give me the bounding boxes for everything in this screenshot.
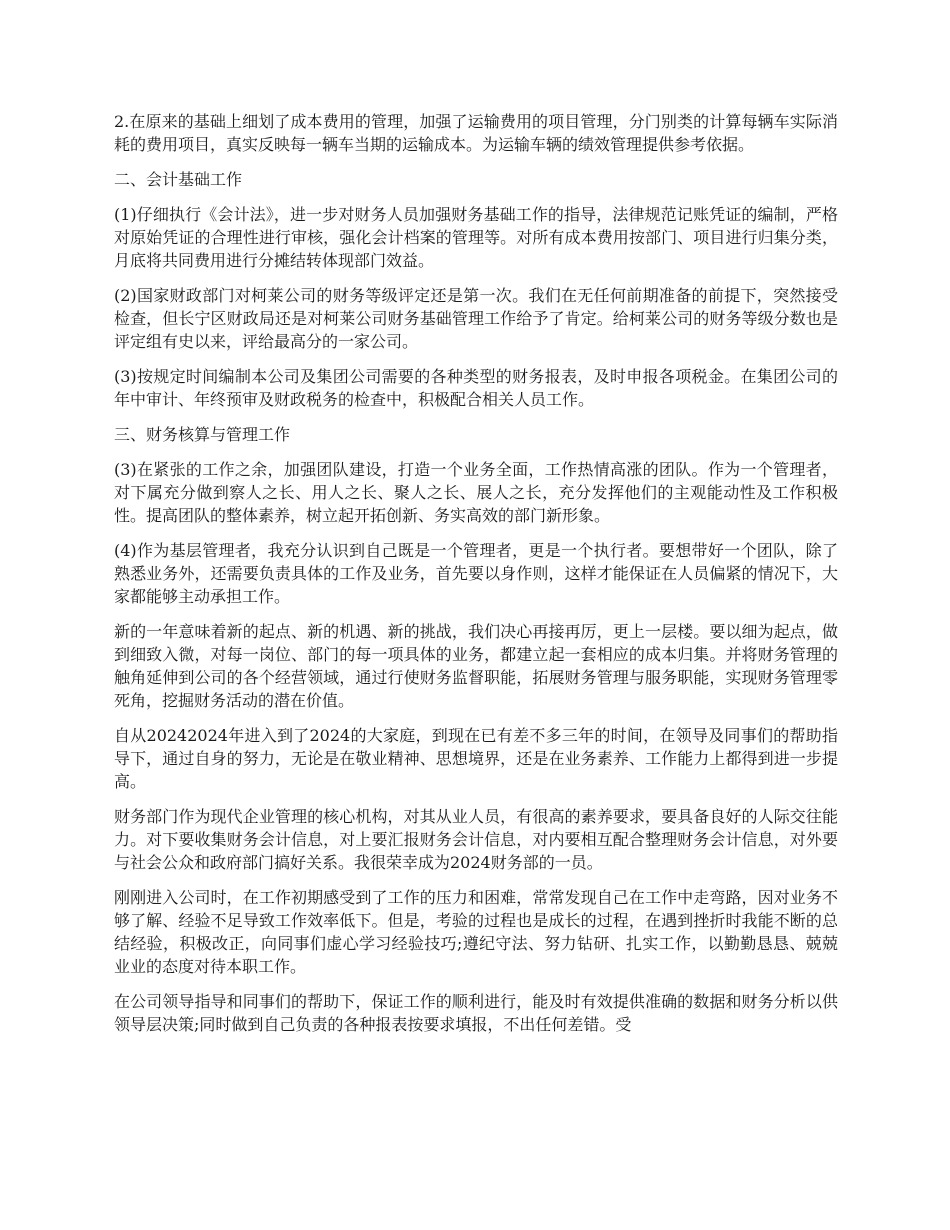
paragraph-cost-management: 2.在原来的基础上细划了成本费用的管理，加强了运输费用的项目管理，分门别类的计算每辆车实际消耗的费用项目，真实反映每一辆车当期的运输成本。为运输车辆的绩效管理提供参考依据。 <box>114 112 838 154</box>
section-heading-accounting-basics: 二、会计基础工作 <box>114 170 243 189</box>
paragraph-team-building: (3)在紧张的工作之余，加强团队建设，打造一个业务全面，工作热情高涨的团队。作为一个管理者，对下属充分做到察人之长、用人之长、聚人之长、展人之长，充分发挥他们的主观能动性及工作积极性。提高团队的整体素养，树立起开拓创新、务实高效的部门新形象。 <box>114 460 838 525</box>
paragraph-grassroots-manager: (4)作为基层管理者，我充分认识到自己既是一个管理者，更是一个执行者。要想带好一个团队，除了熟悉业务外，还需要负责具体的工作及业务，首先要以身作则，这样才能保证在人员偏紧的情况下，大家都能够主动承担工作。 <box>114 541 838 606</box>
paragraph-early-work: 刚刚进入公司时，在工作初期感受到了工作的压力和困难，常常发现自己在工作中走弯路，因对业务不够了解、经验不足导致工作效率低下。但是，考验的过程也是成长的过程，在遇到挫折时我能不断的总结经验，积极改正，向同事们虚心学习经验技巧;遵纪守法、努力钻研、扎实工作，以勤勤恳恳、兢兢业业的态度对待本职工作。 <box>114 888 838 976</box>
paragraph-finance-rating: (2)国家财政部门对柯莱公司的财务等级评定还是第一次。我们在无任何前期准备的前提下，突然接受检查，但长宁区财政局还是对柯莱公司财务基础管理工作给予了肯定。给柯莱公司的财务等级分数也是评定组有史以来，评给最高分的一家公司。 <box>114 286 838 351</box>
paragraph-financial-reports: (3)按规定时间编制本公司及集团公司需要的各种类型的财务报表，及时申报各项税金。在集团公司的年中审计、年终预审及财政税务的检查中，积极配合相关人员工作。 <box>114 367 838 409</box>
paragraph-leadership-guidance: 在公司领导指导和同事们的帮助下，保证工作的顺利进行，能及时有效提供准确的数据和财务分析以供领导层决策;同时做到自己负责的各种报表按要求填报，不出任何差错。受 <box>114 992 838 1034</box>
paragraph-joining-company: 自从20242024年进入到了2024的大家庭，到现在已有差不多三年的时间，在领导及同事们的帮助指导下，通过自身的努力，无论是在敬业精神、思想境界，还是在业务素养、工作能力上都得到进一步提高。 <box>114 726 838 791</box>
paragraph-new-year: 新的一年意味着新的起点、新的机遇、新的挑战，我们决心再接再厉，更上一层楼。要以细为起点，做到细致入微，对每一岗位、部门的每一项具体的业务，都建立起一套相应的成本归集。并将财务管理的触角延伸到公司的各个经营领域，通过行使财务监督职能，拓展财务管理与服务职能，实现财务管理零死角，挖掘财务活动的潜在价值。 <box>114 622 838 710</box>
paragraph-accounting-law: (1)仔细执行《会计法》，进一步对财务人员加强财务基础工作的指导，法律规范记账凭证的编制，严格对原始凭证的合理性进行审核，强化会计档案的管理等。对所有成本费用按部门、项目进行归集分类，月底将共同费用进行分摊结转体现部门效益。 <box>114 205 838 270</box>
paragraph-finance-department-role: 财务部门作为现代企业管理的核心机构，对其从业人员，有很高的素养要求，要具备良好的人际交往能力。对下要收集财务会计信息，对上要汇报财务会计信息，对内要相互配合整理财务会计信息，对外要与社会公众和政府部门搞好关系。我很荣幸成为2024财务部的一员。 <box>114 807 838 872</box>
section-heading-accounting-management: 三、财务核算与管理工作 <box>114 425 291 444</box>
document-page <box>114 110 838 1048</box>
